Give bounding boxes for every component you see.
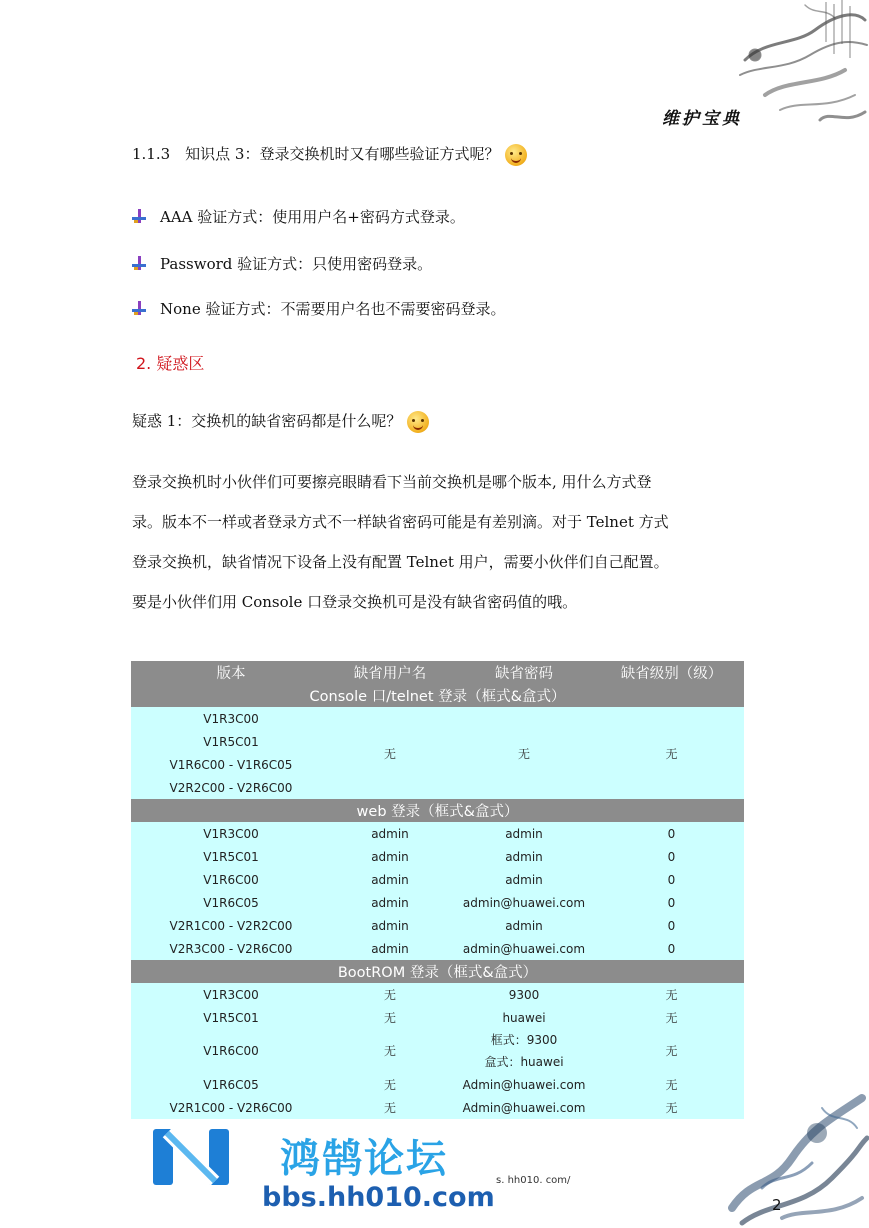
faq-paragraph: 登录交换机时小伙伴们可要擦亮眼睛看下当前交换机是哪个版本, 用什么方式登 录。版本不一样或者登录方式不一样缺省密码可能是有差别滴。对于 Telnet 方式 登录交换机，缺省情况下设备上没有配置 Telnet 用户，需要小伙伴们自己配置。 要是小伙伴们用 Console 口登录交换机可是没有缺省密码值的哦。 [132,473,669,611]
section-heading-text: 1.1.3 知识点 3：登录交换机时又有哪些验证方式呢？ [132,145,500,163]
table-row: V1R5C01 admin admin 0 [131,845,744,868]
section-row-web: web 登录（框式&盒式） [131,799,744,822]
bullet-marker-icon [132,301,146,315]
multiline-password-cell: 框式：9300 盒式：huawei [449,1029,599,1073]
thinking-emoji-icon [407,411,429,433]
bullet-marker-icon [132,256,146,270]
hh010-logo-icon [153,1127,229,1187]
table-row: V1R3C00 无 无 无 [131,707,744,730]
header-title: 维护宝典 [662,109,742,129]
faq-heading: 2. 疑惑区 [136,354,205,373]
question-1: 疑惑 1：交换机的缺省密码都是什么呢？ [132,410,429,433]
page-number: 2 [772,1196,782,1214]
section-row-console: Console 口/telnet 登录（框式&盒式） [131,684,744,707]
table-row: V1R5C01 无 huawei 无 [131,1006,744,1029]
dragon-ink-decoration-bottom [722,1088,869,1228]
bullet-item: AAA 验证方式：使用用户名+密码方式登录。 [132,206,465,227]
table-header-row [131,661,744,684]
section-row-bootrom: BootROM 登录（框式&盒式） [131,960,744,983]
logo-chinese-text: 鸿鹄论坛 [280,1136,448,1182]
col-password: 缺省密码 [449,661,599,684]
dragon-ink-decoration-top [725,0,869,135]
table-row: V1R6C05 admin admin@huawei.com 0 [131,891,744,914]
table-row: V1R6C00 - V1R6C05 [131,753,744,776]
section-heading [132,143,527,166]
bullet-item: None 验证方式：不需要用户名也不需要密码登录。 [132,298,505,319]
footer-url: s. hh010. com/ [496,1175,571,1186]
table-row: V1R3C00 无 9300 无 [131,983,744,1006]
col-user: 缺省用户名 [331,661,449,684]
table-row: V1R3C00 admin admin 0 [131,822,744,845]
bullet-marker-icon [132,209,146,223]
table-row: V1R5C01 [131,730,744,753]
table-row: V1R6C00 admin admin 0 [131,868,744,891]
bullet-item: Password 验证方式：只使用密码登录。 [132,253,432,274]
col-version: 版本 [131,661,331,684]
default-password-table [131,661,744,1119]
table-row: V1R6C05 无 Admin@huawei.com 无 [131,1073,744,1096]
table-row: V1R6C00 无 框式：9300 盒式：huawei 无 [131,1029,744,1073]
col-level: 缺省级别（级） [599,661,744,684]
table-row: V2R2C00 - V2R6C00 [131,776,744,799]
table-row: V2R1C00 - V2R2C00 admin admin 0 [131,914,744,937]
logo-url-text: bbs.hh010.com [262,1182,495,1213]
table-row: V2R1C00 - V2R6C00 无 Admin@huawei.com 无 [131,1096,744,1119]
grin-emoji-icon [505,144,527,166]
table-row: V2R3C00 - V2R6C00 admin admin@huawei.com 0 [131,937,744,960]
